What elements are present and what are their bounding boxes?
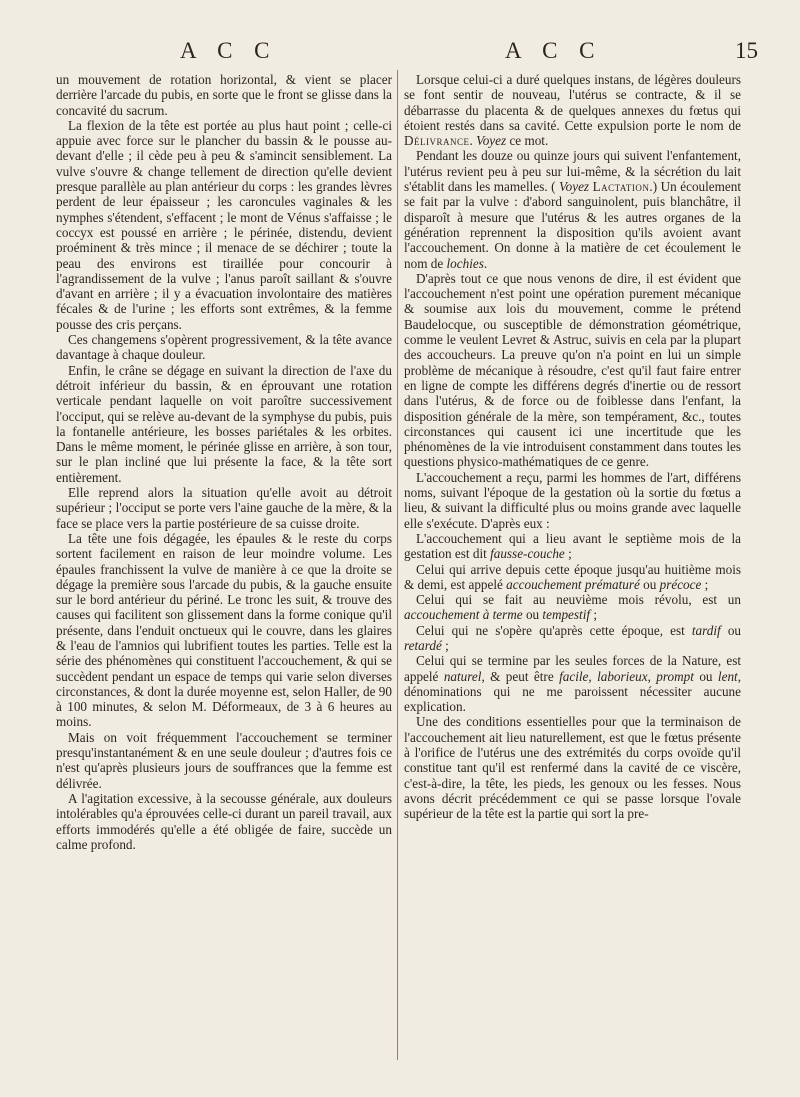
paragraph: Mais on voit fréquemment l'accouchement se terminer presqu'instantanément & en une seule douleur ; d'autres fois ce n'est qu'après plusieurs jours de souffrances que la femme est délivrée. [56,729,392,791]
running-title-left: A C C [180,38,278,63]
term: précoce [659,576,702,592]
running-header [0,38,800,66]
term: accouchement prématuré [506,576,640,592]
cross-reference: Lactation [592,179,650,195]
paragraph: Celui qui se fait au neuvième mois révolu, est un accouchement à terme ou tempestif ; [404,592,741,623]
paragraph: un mouvement de rotation horizontal, & vient se placer derrière l'arcade du pubis, en sorte que le front se glisse dans la concavité du sacrum. [56,72,392,118]
term: retardé [404,637,442,653]
term: tempestif [542,607,591,623]
paragraph: A l'agitation excessive, à la secousse générale, aux douleurs intolérables qu'a éprouvées celle-ci durant un pareil travail, aux efforts immodérés qu'elle a été obligée de faire, succède un calme profond. [56,790,392,852]
paragraph: Elle reprend alors la situation qu'elle avoit au détroit supérieur ; l'occiput se porte vers l'aine gauche de la mère, & la face se place vers la partie postérieure de sa cuisse droite. [56,485,392,531]
paragraph: Celui qui arrive depuis cette époque jusqu'au huitième mois & demi, est appelé accouchement prématuré ou précoce ; [404,561,741,592]
term: facile, laborieux, prompt [559,668,694,684]
paragraph: Celui qui ne s'opère qu'après cette époque, est tardif ou retardé ; [404,622,742,653]
paragraph: Une des conditions essentielles pour que la terminaison de l'accouchement ait lieu naturellement, est que le fœtus présente à l'orifice de l'utérus une des extrémités du corps ovoïde qu'il constitue tant qu'il est renfermé dans la cavité de ce viscère, c'est-à-dire, la tête, les pieds, les genoux ou les fesses. Nous avons décrit précédemment ce qui se passe lorsque l'ovale supérieur de la tête est la partie qui sort la pre- [404,714,741,822]
term: accouchement à terme [404,607,523,623]
paragraph: La tête une fois dégagée, les épaules & le reste du corps sortent facilement en raison de leur moindre volume. Les épaules franchissent la vulve de manière à ce que la droite se dégage la première sous l'arcade du pubis, & la gauche ensuite sur le bord antérieur du périné. Le tronc les suit, & trouve des causes qui facilitent son glissement dans la forme conique qu'il présente, dans l'enduit onctueux qui le couvre, dans les glaires & l'eau de l'amnios qui lubrifient toutes les parties. Telle est la série des phénomènes qui constituent l'accouchement, & qui se succèdent pendant un espace de temps qui varie selon diverses circonstances, & dont la durée moyenne est, selon Haller, de 90 à 100 minutes, & selon M. Déformeaux, de 3 à 6 heures au moins. [56,530,392,730]
left-column [56,72,392,1072]
paragraph: La flexion de la tête est portée au plus haut point ; celle-ci appuie avec force sur le plancher du bassin & le pousse au-devant d'elle ; il cède peu à peu & s'amincit sensiblement. La vulve s'ouvre & change tellement de direction qu'elle devient presque parallèle au plan antérieur du corps : les grandes lèvres perdent de leur épaisseur ; les caroncules vaginales & les nymphes s'étendent, s'effacent ; le mont de Vénus s'affaisse ; le coccyx est poussé en arrière ; le périnée, distendu, devient proéminent & très mince ; il menace de se déchirer ; toute la peau des environs est tiraillée pour concourir à l'agrandissement de la vulve ; l'anus paroît saillant & s'ouvre d'avant en arrière ; il y a évacuation involontaire des matières fécales & de l'urine ; les efforts sont extrêmes, & la femme pousse des cris perçans. [56,117,392,332]
column-divider [397,70,398,1060]
paragraph: L'accouchement a reçu, parmi les hommes de l'art, différens noms, suivant l'époque de la gestation où la sortie du fœtus a lieu, & suivant la difficulté plus ou moins grande avec laquelle elle s'exécute. D'après eux : [404,469,741,531]
term: lochies [446,255,484,271]
paragraph: Pendant les douze ou quinze jours qui suivent l'enfantement, l'utérus revient peu à peu sur lui-même, & la sécrétion du lait s'établit dans les mamelles. ( Voyez Lactation.) Un écoulement se fait par la vulve : d'abord sanguinolent, puis blanchâtre, il disparoît à mesure que l'utérus & les autres organes de la génération reprennent la disposition qu'ils avoient avant l'accouchement. On donne à la matière de cet écoulement le nom de lochies. [404,148,742,271]
paragraph: Ces changemens s'opèrent progressivement, & la tête avance davantage à chaque douleur. [56,332,392,363]
paragraph: Celui qui se termine par les seules forces de la Nature, est appelé naturel, & peut être facile, laborieux, prompt ou lent, dénominations qui ne me paroissent nécessiter aucune explication. [404,653,741,715]
cross-reference: Délivrance [404,133,470,149]
term: tardif [691,622,721,638]
paragraph: L'accouchement qui a lieu avant le septième mois de la gestation est dit fausse-couche ; [404,530,741,562]
paragraph: Enfin, le crâne se dégage en suivant la direction de l'axe du détroit inférieur du bassin, & en éprouvant une rotation verticale pendant laquelle on voit paroître successivement l'occiput, qui se relève au-devant de la symphyse du pubis, puis la fontanelle antérieure, les bosses pariétales & les orbites. Dans le même moment, le périnée glisse en arrière, à son tour, sur le plan incliné que lui présente la face, & la tête sort entièrement. [56,362,392,485]
term: fausse-couche [490,546,565,562]
paragraph: Lorsque celui-ci a duré quelques instans, de légères douleurs se font sentir de nouveau, l'utérus se contracte, & il se débarrasse du placenta & de quelques annexes du fœtus qui étoient restés dans sa cavité. Cette expulsion porte le nom de Délivrance. Voyez ce mot. [404,72,741,149]
page-number: 15 [735,38,758,63]
term: lent [717,668,738,684]
running-title-right: A C C [505,38,603,63]
paragraph: D'après tout ce que nous venons de dire, il est évident que l'accouchement n'est point une opération purement mécanique & soumise aux lois du mouvement, comme le prétend Baudelocque, ou susceptible de démonstration géométrique, comme le veulent Levret & Astruc, suivis en cela par la plupart des accoucheurs. La preuve qu'on n'a point en lui un simple problème de mécanique à résoudre, c'est qu'il faut faire entrer en ligne de compte les différens degrés d'inertie ou de ressort dans l'utérus, & de force ou de foiblesse dans l'enfant, la disposition générale de la mère, son tempérament, &c., toutes circonstances qui causent ici une incertitude que les phénomènes de la vie introduisent constamment dans toutes les questions physico-mathématiques de ce genre. [404,270,741,470]
term: naturel [443,668,482,684]
right-column [404,72,741,1072]
